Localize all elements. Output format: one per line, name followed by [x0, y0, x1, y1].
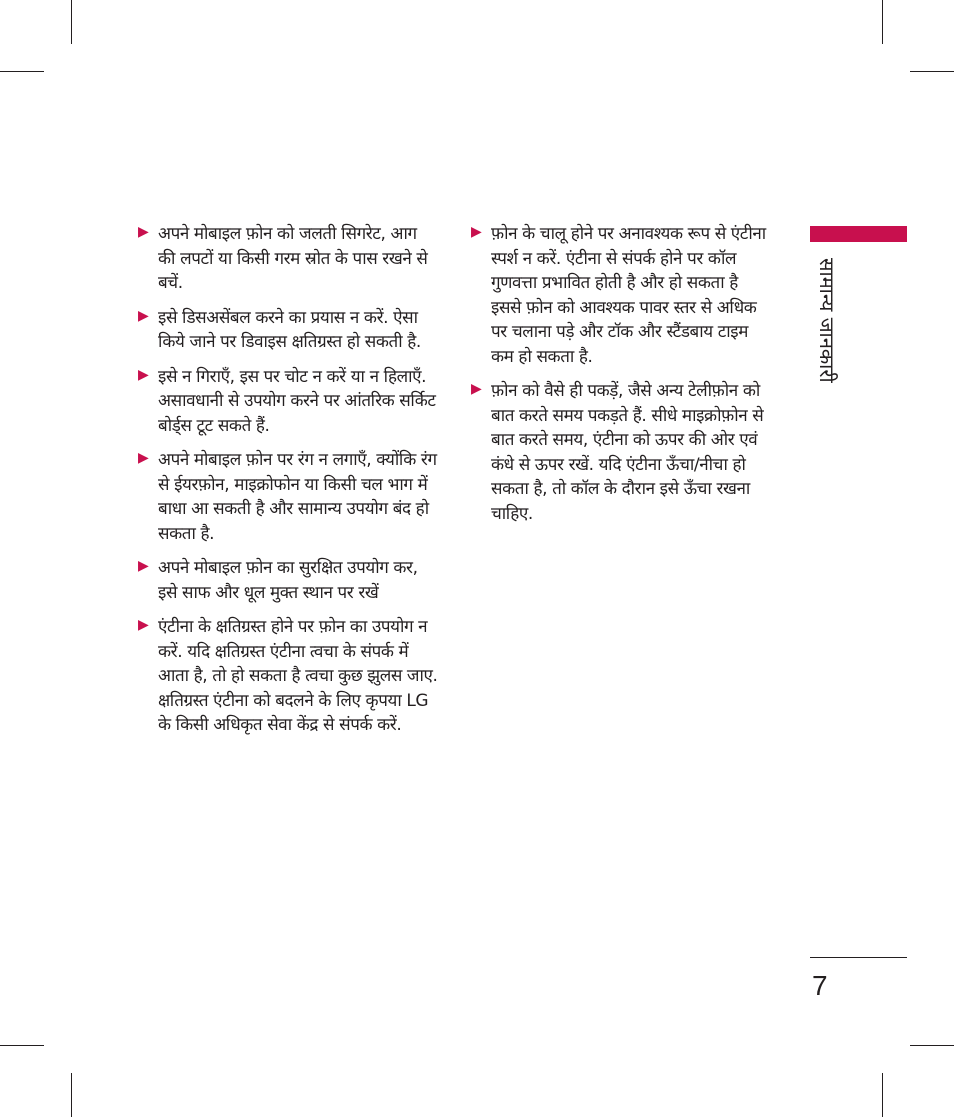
bullet-text: एंटीना के क्षतिग्रस्त होने पर फ़ोन का उपयोग न करें. यदि क्षतिग्रस्त एंटीना त्वचा के संपर्क में आता है, तो हो सकता है त्वचा कुछ झुलस जाए. क्षतिग्रस्त एंटीना को बदलने के लिए कृपया LG के किसी अधिकृत सेवा केंद्र से संपर्क करें. [158, 617, 438, 735]
page-number: 7 [812, 970, 828, 1001]
bullet-item [138, 448, 438, 546]
left-column [138, 222, 438, 748]
crop-mark [882, 1073, 883, 1117]
page-number-rule [810, 957, 907, 958]
bullet-item [138, 306, 438, 355]
bullet-text: अपने मोबाइल फ़ोन का सुरक्षित उपयोग कर, इसे साफ और धूल मुक्त स्थान पर रखें [158, 558, 418, 603]
crop-mark [71, 1073, 72, 1117]
bullet-item [138, 556, 438, 605]
bullet-arrow-icon: ▶ [471, 224, 482, 240]
crop-mark [910, 1045, 954, 1046]
crop-mark [71, 0, 72, 44]
bullet-item [138, 365, 438, 439]
bullet-arrow-icon: ▶ [138, 617, 149, 633]
bullet-arrow-icon: ▶ [138, 366, 149, 383]
bullet-arrow-icon: ▶ [138, 224, 149, 240]
right-column [471, 222, 771, 536]
crop-mark [882, 0, 883, 44]
bullet-arrow-icon: ▶ [138, 558, 149, 574]
crop-mark [910, 71, 954, 72]
bullet-arrow-icon: ▶ [471, 381, 482, 397]
bullet-item [138, 222, 438, 296]
bullet-text: अपने मोबाइल फ़ोन को जलती सिगरेट, आग की लपटों या किसी गरम स्रोत के पास रखने से बचें. [158, 224, 428, 293]
bullet-text: अपने मोबाइल फ़ोन पर रंग न लगाएँ, क्योंकि रंग से ईयरफ़ोन, माइक्रोफोन या किसी चल भाग में बाधा आ सकती है और सामान्य उपयोग बंद हो सकता है. [158, 450, 437, 544]
section-tab-bar [810, 226, 907, 242]
bullet-text: इसे डिसअसेंबल करने का प्रयास न करें. ऐसा किये जाने पर डिवाइस क्षतिग्रस्त हो सकती है. [158, 307, 421, 352]
bullet-item [471, 379, 771, 526]
crop-mark [0, 1045, 44, 1046]
crop-mark [0, 71, 44, 72]
section-label: सामान्य जानकारी [815, 258, 839, 383]
bullet-arrow-icon: ▶ [138, 307, 149, 324]
bullet-text: इसे न गिराएँ, इस पर चोट न करें या न हिलाएँ. असावधानी से उपयोग करने पर आंतरिक सर्किट बोर्ड्स टूट सकते हैं. [158, 366, 436, 436]
bullet-text: फ़ोन के चालू होने पर अनावश्यक रूप से एंटीना स्पर्श न करें. एंटीना से संपर्क होने पर कॉल गुणवत्ता प्रभावित होती है और हो सकता है इससे फ़ोन को आवश्यक पावर स्तर से अधिक पर चलाना पड़े और टॉक और स्टैंडबाय टाइम कम हो सकता है. [491, 224, 766, 367]
bullet-arrow-icon: ▶ [138, 450, 149, 466]
bullet-text: फ़ोन को वैसे ही पकड़ें, जैसे अन्य टेलीफ़ोन को बात करते समय पकड़ते हैं. सीधे माइक्रोफ़ोन से बात करते समय, एंटीना को ऊपर की ओर एवं कंधे से ऊपर रखें. यदि एंटीना ऊँचा/नीचा हो सकता है, तो कॉल के दौरान इसे ऊँचा रखना चाहिए. [491, 381, 764, 524]
bullet-item [138, 615, 438, 738]
bullet-item [471, 222, 771, 369]
